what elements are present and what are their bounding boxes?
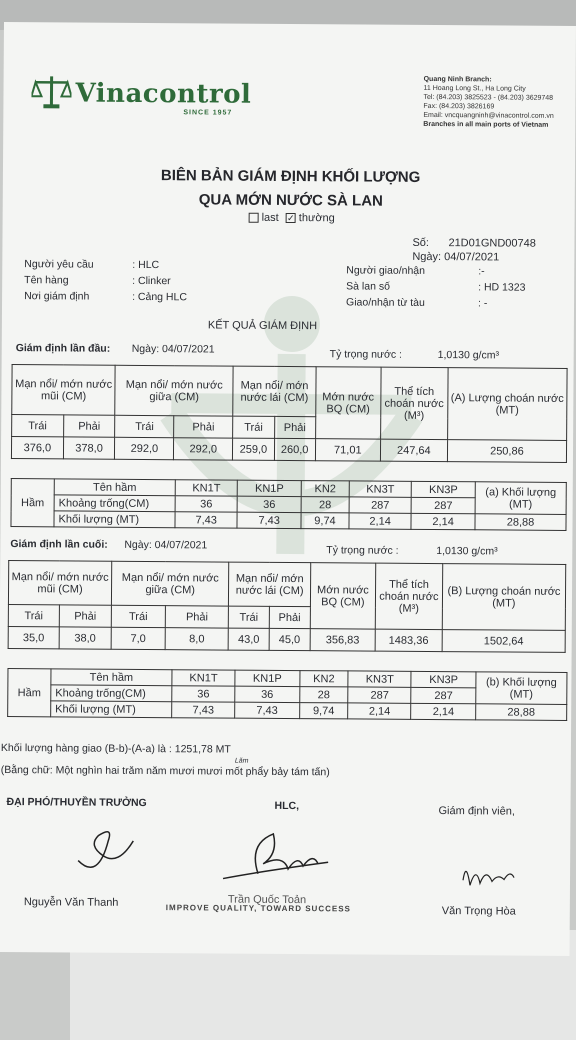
first-volume: 247,64	[380, 439, 447, 461]
barge-label: Sà lan số	[346, 280, 390, 292]
tank-name: KN2	[300, 671, 349, 687]
first-mean-draft: 71,01	[315, 439, 380, 461]
header-draft-aft: Mạn nổi/ mớn nước lái (CM)	[233, 366, 316, 417]
header-draft-mid: Mạn nổi/ mớn nước giữa (CM)	[111, 561, 229, 606]
goods-label: Tên hàng	[24, 274, 68, 286]
doc-title-line1: BIÊN BẢN GIÁM ĐỊNH KHỐI LƯỢNG	[161, 167, 421, 186]
tank-name: KN2	[301, 481, 349, 497]
from-ship-value: : -	[478, 297, 487, 309]
mass-in-words: (Bằng chữ: Một nghìn hai trăm năm mươi mươi mốt phẩy bảy tám tấn)	[1, 764, 330, 778]
header-right: Phải	[174, 416, 233, 438]
first-aft-right: 260,0	[274, 438, 315, 460]
last-mean-draft: 356,83	[310, 629, 375, 651]
tank-mass: 7,43	[237, 512, 301, 528]
tank-mass: 2,14	[411, 703, 476, 719]
tank-space: 287	[411, 497, 475, 513]
type-options: last ✓ thường	[249, 212, 335, 225]
slogan: IMPROVE QUALITY, TOWARD SUCCESS	[166, 903, 351, 913]
header-left: Trái	[8, 605, 59, 627]
last-aft-left: 43,0	[229, 628, 269, 650]
place-value: : Cảng HLC	[132, 291, 187, 303]
first-mid-left: 292,0	[115, 437, 174, 459]
branch-info: Quang Ninh Branch: 11 Hoang Long St., Ha Long City Tel: (84.203) 3825523 - (84.203) 3629748 Fax: (84.203) 3826169 Email: vncquangninh@vinacontrol.com.vn Branches in all main ports of Vietnam	[423, 75, 554, 130]
tank-space: 36	[235, 686, 300, 702]
header-volume: Thể tích choán nước (M³)	[375, 563, 442, 629]
doc-number: 21D01GND00748	[448, 237, 536, 250]
first-draft-table	[11, 364, 568, 463]
doc-title-line2: QUA MỚN NƯỚC SÀ LAN	[199, 191, 383, 209]
tank-mass: 2,14	[411, 513, 475, 529]
first-tank-table	[10, 478, 566, 531]
header-right: Phải	[165, 606, 229, 628]
tank-name: KN3T	[348, 671, 411, 687]
delivered-mass: Khối lượng hàng giao (B-b)-(A-a) là : 1251,78 MT	[1, 742, 231, 756]
tank-total: 28,88	[475, 514, 566, 531]
scale-logo-icon	[31, 74, 71, 110]
tank-name: KN1T	[172, 670, 235, 686]
tank-mass: 7,43	[235, 702, 300, 718]
tank-mass: 2,14	[348, 703, 411, 719]
first-survey-date: Ngày: 04/07/2021	[132, 343, 215, 356]
checkbox-normal-checked: ✓	[286, 213, 296, 223]
header-draft-fwd: Mạn nổi/ mớn nước mũi (CM)	[12, 365, 116, 416]
tank-space: 28	[299, 687, 348, 703]
tank-mass: 9,74	[301, 513, 349, 529]
first-fwd-left: 376,0	[11, 437, 63, 459]
company-name: Vinacontrol	[75, 79, 251, 110]
client-signature	[218, 824, 338, 895]
header-right: Phải	[274, 416, 315, 438]
header-left: Trái	[12, 415, 64, 437]
mass-label: Khối lượng (MT)	[51, 701, 172, 718]
tank-space: 287	[349, 497, 411, 513]
inspector-name: Văn Trọng Hòa	[442, 905, 516, 918]
last-draft-table	[8, 560, 567, 653]
header-right: Phải	[63, 415, 115, 437]
header-mean-draft: Mớn nước BQ (CM)	[315, 367, 381, 439]
doc-date: Ngày: 04/07/2021	[412, 251, 499, 264]
last-density-value: 1,0130 g/cm³	[436, 545, 497, 557]
captain-name: Nguyễn Văn Thanh	[24, 896, 119, 909]
tank-name: KN1T	[175, 480, 237, 496]
tank-space: 36	[237, 496, 301, 512]
last-survey-heading: Giám định lần cuối:	[10, 538, 108, 551]
last-fwd-left: 35,0	[8, 627, 59, 649]
header-left: Trái	[229, 606, 269, 628]
document-page	[0, 22, 576, 956]
tank-space: 36	[175, 496, 237, 512]
header-volume: Thể tích choán nước (M³)	[380, 367, 448, 439]
first-density-value: 1,0130 g/cm³	[438, 349, 499, 361]
first-mid-right: 292,0	[174, 438, 233, 460]
client-title: HLC,	[274, 800, 299, 812]
deliverer-value: :-	[478, 265, 485, 277]
place-label: Nơi giám định	[24, 290, 89, 302]
tank-name: KN3P	[411, 481, 475, 497]
tank-name: KN1P	[235, 670, 300, 686]
tank-label: Hầm	[11, 479, 54, 527]
header-displacement-a: (A) Lượng choán nước (MT)	[447, 368, 567, 441]
tank-space: 287	[411, 687, 476, 703]
first-survey-heading: Giám định lần đầu:	[16, 342, 111, 355]
header-draft-mid: Mạn nổi/ mớn nước giữa (CM)	[115, 365, 233, 416]
company-since: SINCE 1957	[183, 109, 232, 116]
tank-space: 287	[348, 687, 411, 703]
goods-value: : Clinker	[132, 275, 171, 287]
first-fwd-right: 378,0	[63, 437, 115, 459]
header-left: Trái	[115, 415, 174, 437]
header-mean-draft: Mớn nước BQ (CM)	[310, 563, 375, 629]
tank-name-label: Tên hầm	[54, 479, 175, 496]
tank-space: 36	[172, 686, 235, 702]
first-aft-left: 259,0	[233, 438, 274, 460]
deliverer-label: Người giao/nhận	[346, 264, 425, 277]
last-mid-right: 8,0	[165, 628, 229, 650]
inspector-title: Giám định viên,	[438, 805, 515, 818]
tank-mass: 7,43	[175, 512, 237, 528]
requester-label: Người yêu cầu	[24, 258, 93, 270]
result-title: KẾT QUẢ GIÁM ĐỊNH	[208, 319, 317, 332]
last-fwd-right: 38,0	[59, 627, 111, 649]
first-density-label: Tỷ trọng nước :	[330, 348, 402, 361]
last-survey-date: Ngày: 04/07/2021	[124, 539, 207, 552]
last-volume: 1483,36	[375, 629, 442, 651]
handwritten-correction: Lăm	[235, 758, 249, 765]
last-density-label: Tỷ trọng nước :	[326, 544, 398, 557]
tank-total-label: (a) Khối lượng (MT)	[475, 482, 566, 515]
header-left: Trái	[111, 605, 165, 627]
tank-name: KN3P	[411, 671, 476, 687]
requester-value: : HLC	[132, 259, 159, 271]
inspector-signature	[458, 855, 518, 895]
header-right: Phải	[59, 605, 111, 627]
tank-name-label: Tên hầm	[51, 669, 172, 686]
tank-mass: 7,43	[172, 702, 235, 718]
header-right: Phải	[269, 606, 310, 628]
last-tank-table	[7, 668, 567, 721]
header-draft-fwd: Mạn nổi/ mớn nước mũi (CM)	[8, 561, 111, 606]
last-mid-left: 7,0	[111, 627, 165, 649]
header-draft-aft: Mạn nổi/ mớn nước lái (CM)	[229, 562, 311, 607]
last-displacement: 1502,64	[442, 630, 565, 653]
captain-signature	[68, 820, 138, 880]
barge-value: : HD 1323	[478, 281, 525, 293]
tank-total-label: (b) Khối lượng (MT)	[476, 672, 567, 705]
tank-total: 28,88	[476, 704, 567, 721]
space-label: Khoảng trống(CM)	[51, 685, 172, 702]
from-ship-label: Giao/nhận từ tàu	[346, 296, 425, 309]
doc-number-label: Số:	[412, 237, 429, 249]
mass-label: Khối lượng (MT)	[54, 511, 175, 528]
captain-title: ĐẠI PHÓ/THUYỀN TRƯỞNG	[7, 796, 147, 809]
tank-space: 28	[301, 497, 349, 513]
tank-mass: 9,74	[299, 703, 348, 719]
space-label: Khoảng trống(CM)	[54, 495, 175, 512]
first-displacement: 250,86	[447, 440, 566, 463]
checkbox-last	[249, 213, 259, 223]
header-left: Trái	[233, 416, 274, 438]
tank-name: KN1P	[238, 480, 302, 496]
tank-name: KN3T	[349, 481, 411, 497]
last-aft-right: 45,0	[269, 628, 310, 650]
client-name: Trần Quốc Toản	[228, 894, 306, 907]
tank-mass: 2,14	[349, 513, 411, 529]
header-displacement-b: (B) Lượng choán nước (MT)	[442, 564, 566, 631]
tank-label: Hầm	[8, 669, 51, 717]
